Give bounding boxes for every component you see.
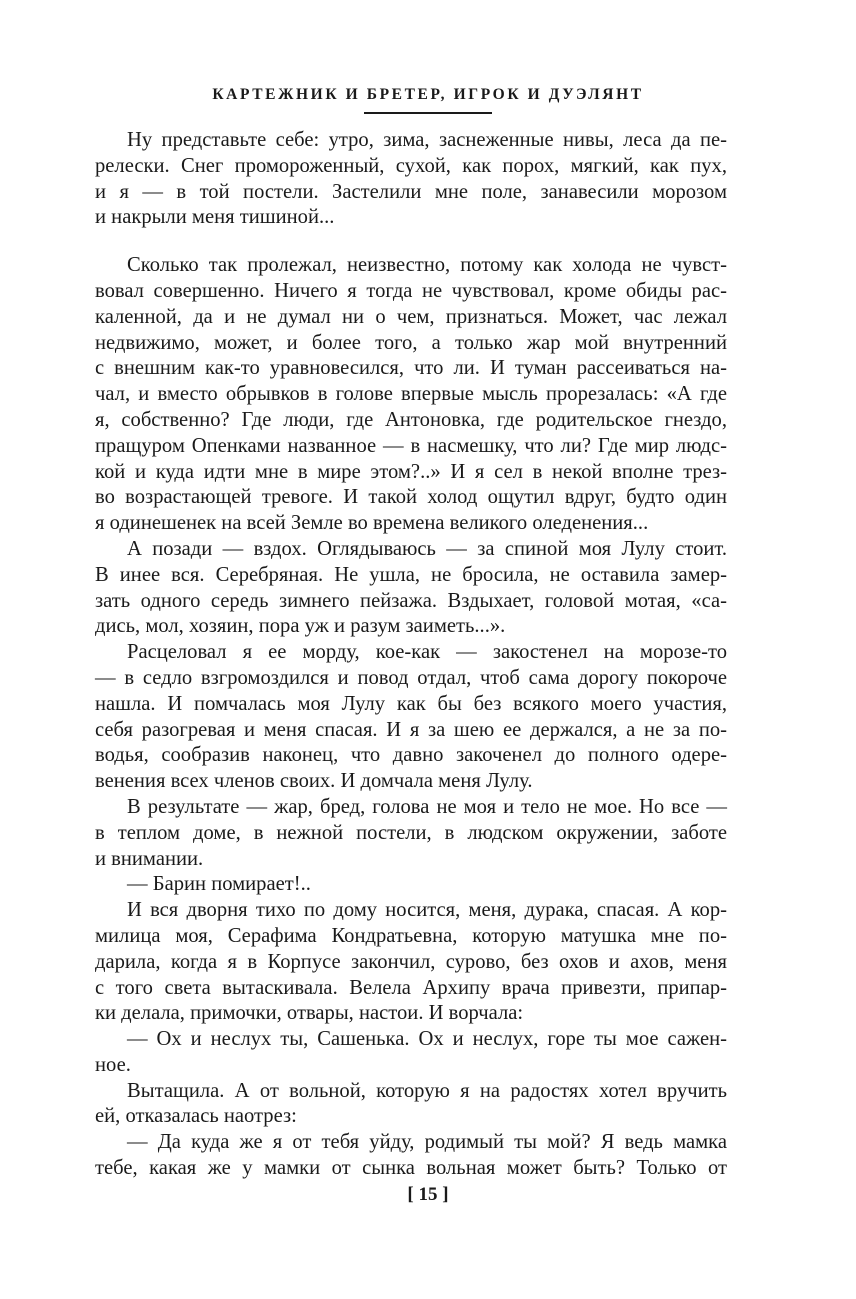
text-line: дись, мол, хозяин, пора уж и разум заиметь...».	[95, 615, 506, 638]
text-line: вовал совершенно. Ничего я тогда не чувствовал, кроме обиды рас-	[95, 279, 727, 302]
paragraph	[95, 537, 727, 640]
text-line: релески. Снег промороженный, сухой, как порох, мягкий, как пух,	[95, 154, 727, 177]
text-line: тебе, какая же у мамки от сынка вольная может быть? Только от	[95, 1157, 727, 1180]
text-line: каленной, да и не думал ни о чем, признаться. Может, час лежал	[95, 305, 727, 328]
paragraph	[95, 872, 727, 898]
text-line: с внешним как-то уравновесился, что ли. И туман рассеиваться на-	[95, 357, 727, 380]
text-line: кой и куда идти мне в мире этом?..» И я сел в некой вполне трез-	[95, 460, 727, 483]
text-line: себя разогревая и меня спасая. И я за шею ее держался, а не за по-	[95, 718, 727, 741]
text-line: чал, и вместо обрывков в голове впервые мысль прорезалась: «А где	[95, 383, 727, 406]
text-line: недвижимо, может, и более того, а только жар мой внутренний	[95, 331, 727, 354]
text-line: В результате — жар, бред, голова не моя и тело не мое. Но все —	[127, 795, 727, 818]
body-text	[95, 128, 727, 1182]
text-line: — Ох и неслух ты, Сашенька. Ох и неслух, горе ты мое сажен-	[127, 1028, 727, 1051]
text-line: В инее вся. Серебряная. Не ушла, не бросила, не оставила замер-	[95, 563, 727, 586]
paragraph	[95, 1079, 727, 1131]
paragraph	[95, 128, 727, 231]
text-line: — Да куда же я от тебя уйду, родимый ты мой? Я ведь мамка	[127, 1131, 727, 1154]
text-line: и внимании.	[95, 847, 204, 870]
text-line: Ну представьте себе: утро, зима, заснеженные нивы, леса да пе-	[127, 129, 727, 151]
text-line: с того света вытаскивала. Велела Архипу врача привезти, припар-	[95, 976, 727, 999]
text-line: Вытащила. А от вольной, которую я на радостях хотел вручить	[127, 1079, 727, 1102]
text-line: ей, отказалась наотрез:	[95, 1105, 297, 1128]
text-line: и накрыли меня тишиной...	[95, 206, 335, 229]
page-number: [ 15 ]	[407, 1184, 449, 1205]
text-line: и я — в той постели. Застелили мне поле, занавесили морозом	[95, 180, 727, 203]
text-line: Сколько так пролежал, неизвестно, потому как холода не чувст-	[127, 254, 727, 277]
text-line: зать одного середь зимнего пейзажа. Вздыхает, головой мотая, «са-	[95, 589, 727, 612]
text-line: во возрастающей тревоге. И такой холод ощутил вдруг, будто один	[95, 486, 727, 509]
text-line: ное.	[95, 1053, 131, 1076]
text-line: — в седло взгромоздился и повод отдал, чтоб сама дорогу покороче	[95, 666, 727, 689]
text-line: в теплом доме, в нежной постели, в людском окружении, заботе	[95, 821, 727, 844]
running-head: КАРТЕЖНИК И БРЕТЕР, ИГРОК И ДУЭЛЯНТ	[212, 86, 644, 103]
paragraph	[95, 640, 727, 795]
paragraph	[95, 1130, 727, 1182]
text-line: Расцеловал я ее морду, кое-как — закостенел на морозе-то	[127, 641, 727, 664]
text-line: милица моя, Серафима Кондратьевна, которую матушка мне по-	[95, 924, 727, 947]
paragraph	[95, 253, 727, 537]
text-line: пращуром Опенками названное — в насмешку, что ли? Где мир людс-	[95, 434, 727, 457]
paragraph	[95, 898, 727, 1027]
text-line: дарила, когда я в Корпусе закончил, сурово, без охов и ахов, меня	[95, 950, 727, 973]
text-line: — Барин помирает!..	[127, 873, 311, 896]
text-line: я одинешенек на всей Земле во времена великого оледенения...	[95, 512, 649, 535]
running-head-rule	[364, 112, 492, 114]
paragraph	[95, 795, 727, 872]
text-line: водья, сообразив наконец, что давно закоченел до полного одере-	[95, 744, 727, 767]
text-line: И вся дворня тихо по дому носится, меня, дурака, спасая. А кор-	[127, 899, 727, 922]
text-line: ки делала, примочки, отвары, настои. И ворчала:	[95, 1002, 524, 1025]
paragraph	[95, 1027, 727, 1079]
text-line: А позади — вздох. Оглядываюсь — за спиной моя Лулу стоит.	[127, 537, 727, 560]
text-line: венения всех членов своих. И домчала меня Лулу.	[95, 770, 533, 793]
text-line: я, собственно? Где люди, где Антоновка, где родительское гнездо,	[95, 408, 727, 431]
text-line: нашла. И помчалась моя Лулу как бы без всякого моего участия,	[95, 692, 727, 715]
paragraph-gap	[95, 231, 727, 253]
